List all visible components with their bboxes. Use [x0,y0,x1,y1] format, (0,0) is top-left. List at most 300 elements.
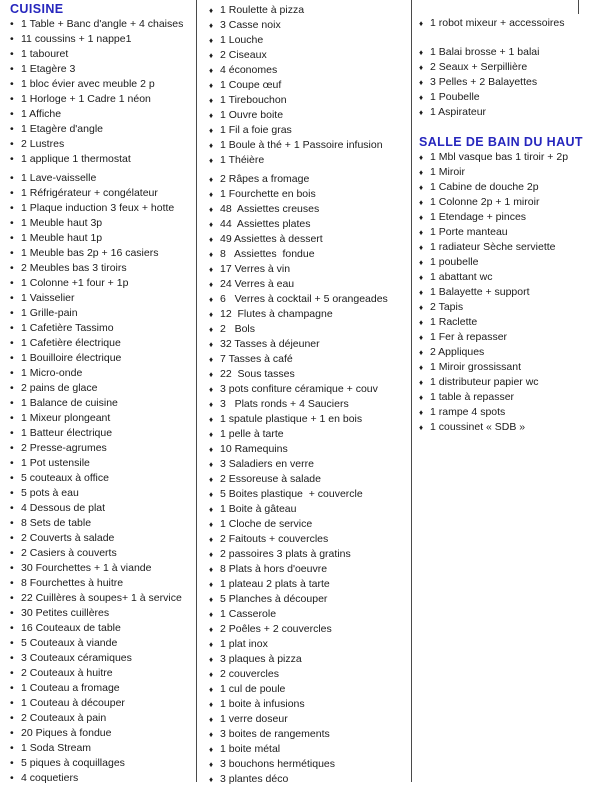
item-text: 1 coussinet « SDB » [430,421,526,433]
list-item [419,240,601,255]
round-bullet-icon: • [10,697,14,709]
list-item [209,232,409,247]
diamond-bullet-icon: ♦ [419,78,424,87]
list-item [419,300,601,315]
round-bullet-icon: • [10,93,14,105]
list-item [209,502,409,517]
diamond-bullet-icon: ♦ [419,198,424,207]
item-text: 1 Meuble haut 1p [21,232,103,244]
item-text: 1 Colonne +1 four + 1p [21,277,129,289]
item-text: 1 Théière [220,154,265,166]
item-text: 1 Colonne 2p + 1 miroir [430,196,540,208]
item-text: 4 coquetiers [21,772,79,784]
round-bullet-icon: • [10,217,14,229]
item-text: 1 robot mixeur + accessoires [430,17,565,29]
diamond-bullet-icon: ♦ [419,228,424,237]
diamond-bullet-icon: ♦ [209,21,214,30]
list-item [419,210,601,225]
list-item [209,757,409,772]
section-header: SALLE DE BAIN DU HAUT [419,135,583,149]
list-item [10,501,196,516]
round-bullet-icon: • [10,517,14,529]
round-bullet-icon: • [10,153,14,165]
item-text: 1 Casserole [220,608,277,620]
list-item [419,405,601,420]
list-item [209,322,409,337]
round-bullet-icon: • [10,337,14,349]
diamond-bullet-icon: ♦ [419,93,424,102]
diamond-bullet-icon: ♦ [209,445,214,454]
round-bullet-icon: • [10,472,14,484]
item-text: 1 Bouilloire électrique [21,352,122,364]
diamond-bullet-icon: ♦ [209,520,214,529]
list-item [209,607,409,622]
item-text: 3 Saladiers en verre [220,458,314,470]
list-item [209,123,409,138]
list-item [10,696,196,711]
list-item [10,711,196,726]
table-border-stub [578,0,579,14]
round-bullet-icon: • [10,277,14,289]
item-text: 1 Ouvre boite [220,109,284,121]
item-text: 2 Couteaux à pain [21,712,107,724]
diamond-bullet-icon: ♦ [209,370,214,379]
diamond-bullet-icon: ♦ [419,108,424,117]
item-text: 2 Presse-agrumes [21,442,107,454]
diamond-bullet-icon: ♦ [209,156,214,165]
list-item [419,270,601,285]
item-text: 3 bouchons hermétiques [220,758,335,770]
diamond-bullet-icon: ♦ [209,355,214,364]
list-item [209,397,409,412]
list-item [419,195,601,210]
list-item [10,681,196,696]
round-bullet-icon: • [10,652,14,664]
item-text: 2 Seaux + Serpillière [430,61,528,73]
list-item [209,517,409,532]
diamond-bullet-icon: ♦ [209,310,214,319]
item-text: 2 Bols [220,323,256,335]
item-text: 30 Fourchettes + 1 à viande [21,562,152,574]
round-bullet-icon: • [10,63,14,75]
item-text: 1 plateau 2 plats à tarte [220,578,330,590]
item-text: 3 Pelles + 2 Balayettes [430,76,538,88]
item-text: 1 Cafetière électrique [21,337,121,349]
item-text: 17 Verres à vin [220,263,291,275]
diamond-bullet-icon: ♦ [419,348,424,357]
item-text: 49 Assiettes à dessert [220,233,323,245]
list-item [209,682,409,697]
diamond-bullet-icon: ♦ [209,685,214,694]
item-text: 1 Meuble haut 3p [21,217,103,229]
diamond-bullet-icon: ♦ [419,243,424,252]
list-item [209,382,409,397]
round-bullet-icon: • [10,78,14,90]
item-text: 2 pains de glace [21,382,98,394]
diamond-bullet-icon: ♦ [209,111,214,120]
item-text: 1 Couteau à découper [21,697,125,709]
list-item [209,172,409,187]
item-text: 1 distributeur papier wc [430,376,539,388]
item-text: 2 Casiers à couverts [21,547,117,559]
list-item [209,138,409,153]
list-item [419,225,601,240]
list-item [10,471,196,486]
diamond-bullet-icon: ♦ [419,378,424,387]
item-text: 2 passoires 3 plats à gratins [220,548,351,560]
list-item [209,697,409,712]
diamond-bullet-icon: ♦ [209,400,214,409]
diamond-bullet-icon: ♦ [209,6,214,15]
diamond-bullet-icon: ♦ [209,385,214,394]
item-text: 5 Boites plastique + couvercle [220,488,363,500]
list-item [209,262,409,277]
round-bullet-icon: • [10,562,14,574]
list-item [209,427,409,442]
diamond-bullet-icon: ♦ [209,96,214,105]
section-header: CUISINE [10,2,64,16]
list-item [10,486,196,501]
diamond-bullet-icon: ♦ [209,235,214,244]
diamond-bullet-icon: ♦ [419,213,424,222]
list-item [10,107,196,122]
list-item [209,277,409,292]
list-item [209,18,409,33]
round-bullet-icon: • [10,247,14,259]
list-item [209,472,409,487]
list-item [10,231,196,246]
list-item [209,652,409,667]
list-item [209,292,409,307]
item-text: 1 Batteur électrique [21,427,113,439]
list-item [10,636,196,651]
list-item [209,93,409,108]
round-bullet-icon: • [10,592,14,604]
diamond-bullet-icon: ♦ [209,715,214,724]
list-item [10,381,196,396]
item-text: 1 Couteau a fromage [21,682,120,694]
diamond-bullet-icon: ♦ [419,423,424,432]
column-divider-left [196,0,197,782]
item-text: 7 Tasses à café [220,353,293,365]
list-item [419,360,601,375]
list-item [209,217,409,232]
round-bullet-icon: • [10,352,14,364]
list-item [209,442,409,457]
list-item [209,63,409,78]
round-bullet-icon: • [10,172,14,184]
list-item [209,202,409,217]
list-item [10,261,196,276]
item-text: 16 Couteaux de table [21,622,121,634]
column-cleaning-bathroom [419,16,601,435]
item-text: 5 couteaux à office [21,472,109,484]
list-item [10,47,196,62]
list-item [10,32,196,47]
item-text: 1 Tirebouchon [220,94,287,106]
list-item [10,621,196,636]
round-bullet-icon: • [10,712,14,724]
item-text: 1 Louche [220,34,264,46]
item-text: 4 économes [220,64,278,76]
list-item [10,276,196,291]
list-item [10,741,196,756]
round-bullet-icon: • [10,292,14,304]
item-text: 5 Planches à découper [220,593,328,605]
diamond-bullet-icon: ♦ [209,610,214,619]
diamond-bullet-icon: ♦ [209,565,214,574]
item-text: 3 Couteaux céramiques [21,652,132,664]
list-item [209,3,409,18]
diamond-bullet-icon: ♦ [209,640,214,649]
item-text: 1 Aspirateur [430,106,487,118]
list-item [10,152,196,167]
round-bullet-icon: • [10,202,14,214]
list-item [419,45,601,60]
item-text: 1 Miroir [430,166,466,178]
diamond-bullet-icon: ♦ [209,340,214,349]
item-text: 12 Flutes à champagne [220,308,333,320]
round-bullet-icon: • [10,457,14,469]
round-bullet-icon: • [10,487,14,499]
diamond-bullet-icon: ♦ [209,51,214,60]
diamond-bullet-icon: ♦ [209,205,214,214]
item-text: 1 Mixeur plongeant [21,412,111,424]
list-item [10,137,196,152]
item-text: 1 Meuble bas 2p + 16 casiers [21,247,159,259]
item-text: 1 Balayette + support [430,286,530,298]
item-text: 1 pelle à tarte [220,428,284,440]
diamond-bullet-icon: ♦ [419,288,424,297]
item-text: 1 Pot ustensile [21,457,90,469]
diamond-bullet-icon: ♦ [419,393,424,402]
diamond-bullet-icon: ♦ [419,363,424,372]
diamond-bullet-icon: ♦ [209,295,214,304]
list-item [10,771,196,786]
diamond-bullet-icon: ♦ [209,325,214,334]
item-text: 2 Appliques [430,346,485,358]
list-item [10,666,196,681]
list-item [10,726,196,741]
item-text: 1 radiateur Sèche serviette [430,241,556,253]
item-text: 1 Cloche de service [220,518,313,530]
item-text: 1 Cabine de douche 2p [430,181,539,193]
diamond-bullet-icon: ♦ [419,408,424,417]
round-bullet-icon: • [10,547,14,559]
item-text: 22 Cuillères à soupes+ 1 à service [21,592,182,604]
list-item [419,285,601,300]
item-text: 3 plaques à pizza [220,653,302,665]
list-item [419,90,601,105]
round-bullet-icon: • [10,397,14,409]
diamond-bullet-icon: ♦ [209,625,214,634]
item-text: 1 cul de poule [220,683,286,695]
item-text: 1 Etagère 3 [21,63,76,75]
item-text: 20 Piques à fondue [21,727,112,739]
diamond-bullet-icon: ♦ [419,63,424,72]
item-text: 1 plat inox [220,638,268,650]
diamond-bullet-icon: ♦ [209,81,214,90]
item-text: 2 couvercles [220,668,279,680]
list-item [209,187,409,202]
list-item [419,75,601,90]
list-item [209,367,409,382]
item-text: 1 poubelle [430,256,479,268]
spacer [419,31,601,45]
item-text: 1 table à repasser [430,391,515,403]
list-item [419,150,601,165]
list-item [10,396,196,411]
item-text: 30 Petites cuillères [21,607,110,619]
list-item [10,62,196,77]
list-item [10,411,196,426]
round-bullet-icon: • [10,682,14,694]
item-text: 1 Balance de cuisine [21,397,118,409]
item-text: 6 Verres à cocktail + 5 orangeades [220,293,388,305]
list-item [10,17,196,32]
list-item [10,92,196,107]
item-text: 1 Affiche [21,108,62,120]
item-text: 2 Faitouts + couvercles [220,533,329,545]
diamond-bullet-icon: ♦ [419,183,424,192]
diamond-bullet-icon: ♦ [209,141,214,150]
diamond-bullet-icon: ♦ [209,460,214,469]
round-bullet-icon: • [10,532,14,544]
list-item [10,336,196,351]
item-text: 8 Sets de table [21,517,92,529]
list-item [10,591,196,606]
item-text: 8 Plats à hors d'oeuvre [220,563,328,575]
list-item [10,321,196,336]
item-text: 32 Tasses à déjeuner [220,338,320,350]
item-text: 2 Meubles bas 3 tiroirs [21,262,127,274]
list-item [10,576,196,591]
round-bullet-icon: • [10,757,14,769]
item-text: 3 Plats ronds + 4 Sauciers [220,398,349,410]
list-item [419,180,601,195]
list-item [419,60,601,75]
list-item [209,307,409,322]
list-item [10,171,196,186]
round-bullet-icon: • [10,742,14,754]
item-text: 2 Tapis [430,301,464,313]
item-text: 1 Lave-vaisselle [21,172,97,184]
item-text: 1 applique 1 thermostat [21,153,131,165]
diamond-bullet-icon: ♦ [209,36,214,45]
round-bullet-icon: • [10,33,14,45]
item-text: 4 Dessous de plat [21,502,106,514]
item-text: 1 Boite à gâteau [220,503,297,515]
spacer [419,120,601,134]
diamond-bullet-icon: ♦ [209,775,214,784]
diamond-bullet-icon: ♦ [419,258,424,267]
diamond-bullet-icon: ♦ [419,303,424,312]
diamond-bullet-icon: ♦ [209,580,214,589]
item-text: 2 Râpes a fromage [220,173,310,185]
item-text: 1 Coupe œuf [220,79,282,91]
item-text: 2 Essoreuse à salade [220,473,321,485]
item-text: 1 Boule à thé + 1 Passoire infusion [220,139,383,151]
list-item [209,667,409,682]
diamond-bullet-icon: ♦ [419,318,424,327]
diamond-bullet-icon: ♦ [209,730,214,739]
list-item [10,186,196,201]
item-text: 1 Vaisselier [21,292,75,304]
diamond-bullet-icon: ♦ [209,505,214,514]
item-text: 1 Miroir grossissant [430,361,522,373]
list-item [209,412,409,427]
list-item [10,366,196,381]
diamond-bullet-icon: ♦ [419,48,424,57]
diamond-bullet-icon: ♦ [209,66,214,75]
list-item [10,216,196,231]
list-item [209,487,409,502]
diamond-bullet-icon: ♦ [209,490,214,499]
list-item [209,712,409,727]
round-bullet-icon: • [10,367,14,379]
list-item [419,375,601,390]
item-text: 1 Etagère d'angle [21,123,103,135]
round-bullet-icon: • [10,577,14,589]
round-bullet-icon: • [10,427,14,439]
list-item [209,622,409,637]
list-item [209,577,409,592]
diamond-bullet-icon: ♦ [209,655,214,664]
list-item [10,291,196,306]
list-item [10,122,196,137]
diamond-bullet-icon: ♦ [209,126,214,135]
item-text: 1 Porte manteau [430,226,508,238]
round-bullet-icon: • [10,622,14,634]
item-text: 3 pots confiture céramique + couv [220,383,378,395]
list-item [209,33,409,48]
item-text: 8 Assiettes fondue [220,248,315,260]
column-divider-right [411,0,412,782]
diamond-bullet-icon: ♦ [209,220,214,229]
diamond-bullet-icon: ♦ [209,280,214,289]
item-text: 1 abattant wc [430,271,493,283]
round-bullet-icon: • [10,262,14,274]
round-bullet-icon: • [10,48,14,60]
round-bullet-icon: • [10,307,14,319]
list-item [209,547,409,562]
list-item [419,255,601,270]
item-text: 1 Cafetière Tassimo [21,322,114,334]
list-item [209,108,409,123]
list-item [10,531,196,546]
round-bullet-icon: • [10,18,14,30]
list-item [209,742,409,757]
list-item [10,516,196,531]
list-item [10,561,196,576]
column-kitchen-2 [209,3,409,787]
list-item [10,756,196,771]
diamond-bullet-icon: ♦ [209,415,214,424]
list-item [209,78,409,93]
round-bullet-icon: • [10,232,14,244]
round-bullet-icon: • [10,502,14,514]
item-text: 1 Soda Stream [21,742,92,754]
list-item [419,420,601,435]
item-text: 5 piques à coquillages [21,757,125,769]
round-bullet-icon: • [10,727,14,739]
round-bullet-icon: • [10,667,14,679]
diamond-bullet-icon: ♦ [209,430,214,439]
item-text: 5 pots à eau [21,487,79,499]
item-text: 1 Grille-pain [21,307,78,319]
round-bullet-icon: • [10,382,14,394]
list-item [209,48,409,63]
